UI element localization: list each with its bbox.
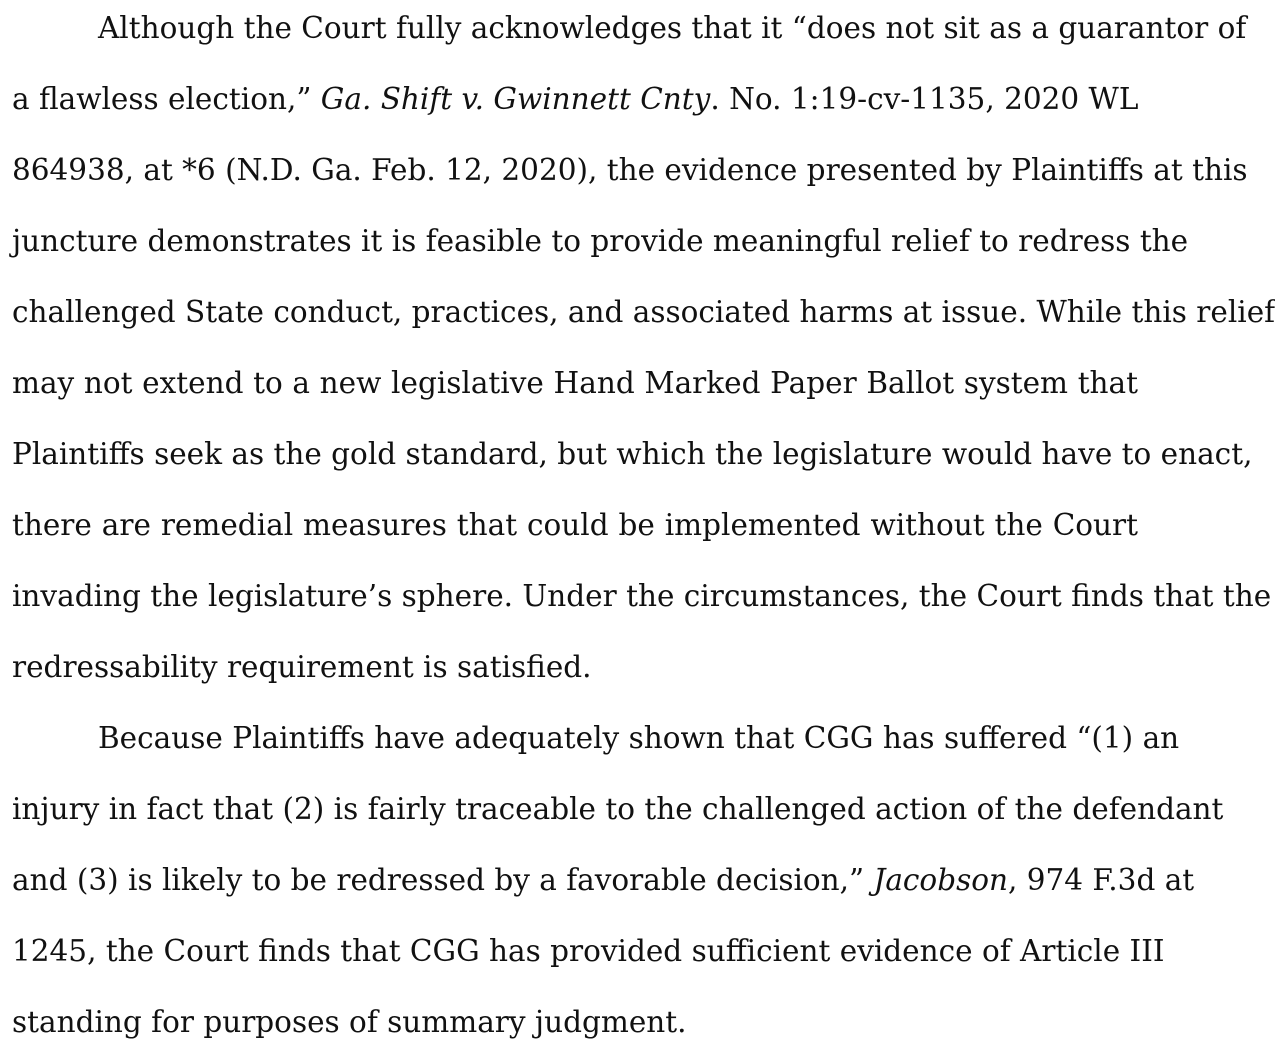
text-segment: invading the legislature’s sphere. Under the circumstances, the Court finds that the bbox=[12, 579, 1272, 613]
paragraph-line bbox=[12, 787, 1224, 831]
text-segment: may not extend to a new legislative Hand Marked Paper Ballot system that bbox=[12, 366, 1138, 400]
text-segment: Because Plaintiffs have adequately shown that CGG has suffered “(1) an bbox=[98, 721, 1180, 755]
text-segment: there are remedial measures that could be implemented without the Court bbox=[12, 508, 1138, 542]
paragraph-line bbox=[12, 645, 1138, 689]
text-segment: Plaintiffs seek as the gold standard, but which the legislature would have to enact, bbox=[12, 437, 1253, 471]
paragraph-line bbox=[12, 503, 1138, 547]
paragraph-line bbox=[12, 929, 1165, 973]
text-segment: a flawless election,” bbox=[12, 82, 321, 116]
case-citation: Jacobson bbox=[873, 863, 1008, 897]
text-segment: 1245, the Court finds that CGG has provided sufficient evidence of Article III bbox=[12, 934, 1165, 968]
text-segment: standing for purposes of summary judgment. bbox=[12, 1005, 687, 1039]
paragraph-line bbox=[12, 1000, 1138, 1044]
paragraph-line bbox=[12, 290, 1275, 334]
text-segment: injury in fact that (2) is fairly traceable to the challenged action of the defendant bbox=[12, 792, 1224, 826]
paragraph-line bbox=[98, 716, 1180, 760]
paragraph-line bbox=[12, 361, 1138, 405]
paragraph-line bbox=[12, 432, 1253, 476]
text-segment: redressability requirement is satisfied. bbox=[12, 650, 592, 684]
text-segment: 864938, at *6 (N.D. Ga. Feb. 12, 2020), the evidence presented by Plaintiffs at this bbox=[12, 153, 1248, 187]
text-segment: and (3) is likely to be redressed by a favorable decision,” bbox=[12, 863, 874, 897]
text-segment: . No. 1:19-cv-1135, 2020 WL bbox=[710, 82, 1139, 116]
paragraph-line bbox=[12, 77, 1138, 121]
paragraph-line bbox=[98, 6, 1247, 50]
case-citation: Ga. Shift v. Gwinnett Cnty bbox=[320, 82, 711, 116]
paragraph-line bbox=[12, 858, 1195, 902]
text-segment: challenged State conduct, practices, and associated harms at issue. While this relief bbox=[12, 295, 1275, 329]
paragraph-line bbox=[12, 574, 1272, 618]
text-segment: , 974 F.3d at bbox=[1007, 863, 1195, 897]
paragraph-line bbox=[12, 219, 1189, 263]
paragraph-line bbox=[12, 148, 1248, 192]
text-segment: juncture demonstrates it is feasible to provide meaningful relief to redress the bbox=[12, 224, 1189, 258]
text-segment: Although the Court fully acknowledges that it “does not sit as a guarantor of bbox=[98, 11, 1247, 45]
